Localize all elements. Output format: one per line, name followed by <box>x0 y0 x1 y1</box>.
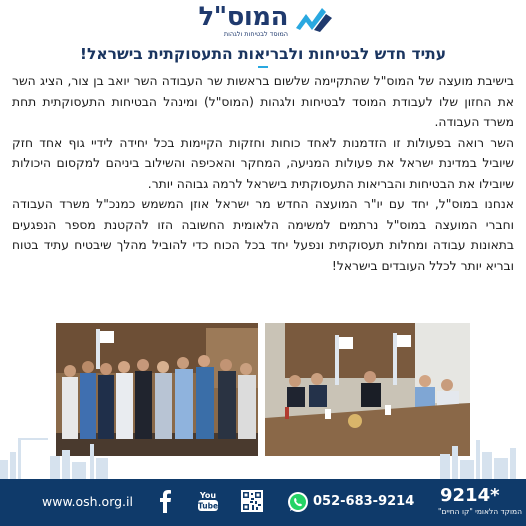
hotline-number[interactable]: 9214* <box>440 485 500 506</box>
qr-code-icon[interactable] <box>241 490 263 512</box>
youtube-icon[interactable] <box>196 489 220 513</box>
phone-number[interactable]: 052-683-9214 <box>313 494 415 509</box>
svg-text:You: You <box>199 491 217 500</box>
header <box>0 0 526 40</box>
facebook-icon[interactable] <box>155 489 175 513</box>
article-paragraph: השר רואה בפעולות זו הזדמנות לאחד כוחות וחזקות הקיימות בכל יחידה לידיי גוף אחד חזק שיוביל במדינת ישראל את פעולות המניעה, המחקר והאכיפה והשילוב ביניהם למקסום היכולות שיובילו את הבטיחות והבריאות התעסוקתית בישראל לרמה גבוהה יותר. <box>12 135 514 191</box>
logo-name: המוס"ל <box>198 2 288 32</box>
article-headline: עתיד חדש לבטיחות ולבריאות התעסוקתית בישראל! <box>79 45 447 63</box>
logo-subtitle: המוסד לבטיחות ולגהות <box>223 30 288 38</box>
industrial-skyline-decoration <box>0 430 526 480</box>
headline-divider <box>258 66 268 68</box>
website-link[interactable]: www.osh.org.il <box>42 494 133 509</box>
article-body <box>12 71 514 276</box>
whatsapp-icon[interactable] <box>287 491 309 513</box>
hotline-label: המוקד הלאומי "קו החיים" <box>438 507 522 516</box>
article-paragraph: אנחנו במוס"ל, יחד עם יו"ר המועצה החדש מר ישראל אוזן המשמש כמנכ"ל משרד העבודה וחברי המועצה במוס"ל נרתמים למשימה הלאומית החשובה הזו להקטנת מספר הנפגעים בתאונות עבודה ומחלות תעסוקתית ונפעל יחד בכל הכוח כדי להוביל מהלך שיבטיח עתיד בטוח ובריא יותר לכלל העובדים בישראל! <box>12 197 514 273</box>
osh-logo-icon <box>294 4 334 34</box>
svg-text:Tube: Tube <box>197 501 219 511</box>
article-paragraph: בישיבת מועצה של המוס"ל שהתקיימה שלשום בראשות שר העבודה השר יואב בן צור, הציג השר את החזון שלו לעבודת המוסד לבטיחות ולגהות (המוס"ל) ומינהל הבטיחות התעסוקתית תחת משרד העבודה. <box>12 74 514 129</box>
footer <box>0 479 526 526</box>
osh-logo[interactable] <box>188 2 338 38</box>
